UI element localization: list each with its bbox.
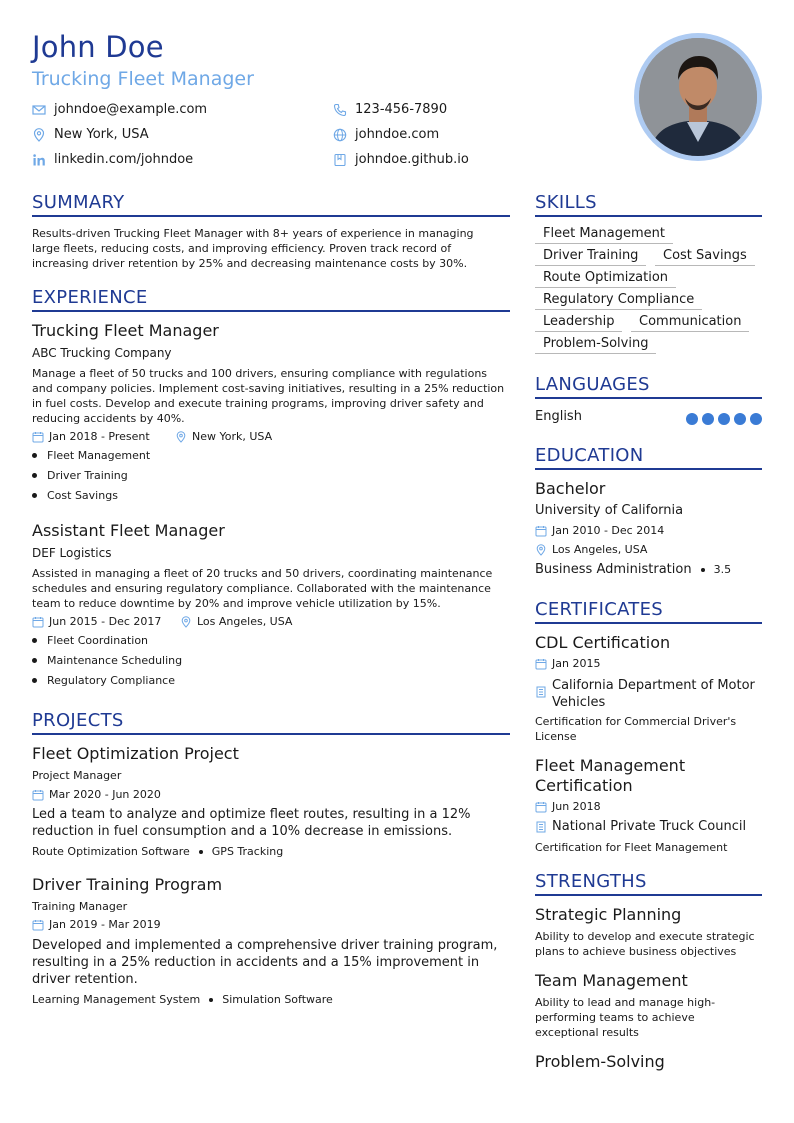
job-title: Trucking Fleet Manager	[32, 321, 219, 340]
certificates-heading: CERTIFICATES	[535, 599, 663, 620]
location-pin-icon	[535, 544, 547, 556]
list-item: Cost Savings	[32, 489, 118, 502]
linkedin-text: linkedin.com/johndoe	[54, 152, 194, 167]
job-description: Manage a fleet of 50 trucks and 100 drivers, ensuring compliance with regulations and company policies. Implement cost-saving initiatives, resulting in a 25% reduction in fuel costs. Develop and execute training programs, improving driver safety and reducing accidents by 40%.	[32, 367, 505, 425]
project-title: Fleet Optimization Project	[32, 744, 239, 763]
project-dates: Jan 2019 - Mar 2019	[32, 918, 161, 931]
strength-description: Ability to lead and manage high- performing teams to achieve exceptional results	[535, 996, 716, 1039]
job-title: Assistant Fleet Manager	[32, 521, 225, 540]
strength-title: Team Management	[535, 971, 688, 990]
calendar-icon	[535, 658, 547, 670]
strengths-heading: STRENGTHS	[535, 871, 647, 892]
certificate-title: CDL Certification	[535, 633, 671, 652]
website-text: johndoe.com	[355, 127, 440, 142]
education-dates: Jan 2010 - Dec 2014	[535, 524, 664, 537]
bookmark-icon	[333, 153, 347, 167]
list-item: Fleet Coordination	[32, 634, 148, 647]
list-item: Fleet Management	[32, 449, 150, 462]
strength-description: Ability to develop and execute strategic plans to achieve business objectives	[535, 930, 755, 958]
strength-title: Problem-Solving	[535, 1052, 665, 1071]
project-role: Training Manager	[32, 900, 128, 913]
contact-website[interactable]	[333, 127, 439, 142]
phone-icon	[333, 103, 347, 117]
linkedin-icon	[32, 153, 46, 167]
project-description: Led a team to analyze and optimize fleet routes, resulting in a 12% reduction in fuel consumption and a 10% decrease in emissions.	[32, 807, 471, 839]
company-name: ABC Trucking Company	[32, 346, 172, 360]
company-name: DEF Logistics	[32, 546, 112, 560]
location-pin-icon	[32, 128, 46, 142]
list-item: Driver Training	[32, 469, 128, 482]
skills-divider	[535, 215, 762, 217]
skill-tag: Communication	[631, 314, 749, 332]
phone-text: 123-456-7890	[355, 102, 448, 117]
email-text: johndoe@example.com	[54, 102, 208, 117]
building-icon	[535, 686, 547, 698]
contact-email[interactable]	[32, 102, 207, 117]
profile-photo-frame	[634, 33, 762, 161]
project-tools: Learning Management System Simulation Software	[32, 993, 333, 1006]
certificate-issuer: National Private Truck Council	[535, 819, 746, 834]
project-tools: Route Optimization Software GPS Tracking	[32, 845, 284, 858]
job-dates: Jun 2015 - Dec 2017	[32, 615, 161, 628]
certificate-date: Jun 2018	[535, 800, 601, 813]
contact-github[interactable]	[333, 152, 469, 167]
github-text: johndoe.github.io	[355, 152, 469, 167]
certificates-divider	[535, 622, 762, 624]
language-name: English	[535, 409, 582, 424]
skill-tag: Regulatory Compliance	[535, 292, 702, 310]
calendar-icon	[535, 525, 547, 537]
skill-tag: Leadership	[535, 314, 622, 332]
school-name: University of California	[535, 503, 684, 518]
languages-heading: LANGUAGES	[535, 374, 650, 395]
projects-divider	[32, 733, 510, 735]
education-field: Business Administration 3.5	[535, 562, 732, 577]
location-text: New York, USA	[54, 127, 149, 142]
summary-divider	[32, 215, 510, 217]
education-location: Los Angeles, USA	[535, 543, 647, 556]
language-level-dot	[702, 413, 714, 425]
language-level-dot	[734, 413, 746, 425]
strengths-divider	[535, 894, 762, 896]
candidate-title: Trucking Fleet Manager	[32, 68, 254, 90]
candidate-name: John Doe	[32, 30, 164, 64]
contact-linkedin[interactable]	[32, 152, 193, 167]
calendar-icon	[32, 431, 44, 443]
contact-phone[interactable]	[333, 102, 447, 117]
globe-icon	[333, 128, 347, 142]
projects-heading: PROJECTS	[32, 710, 124, 731]
skill-tag: Problem-Solving	[535, 336, 656, 354]
calendar-icon	[32, 616, 44, 628]
skill-tag: Fleet Management	[535, 226, 673, 244]
degree: Bachelor	[535, 479, 606, 498]
job-dates: Jan 2018 - Present	[32, 430, 150, 443]
calendar-icon	[32, 789, 44, 801]
location-pin-icon	[180, 616, 192, 628]
project-dates: Mar 2020 - Jun 2020	[32, 788, 161, 801]
profile-photo	[639, 38, 757, 156]
project-title: Driver Training Program	[32, 875, 223, 894]
certificate-date: Jan 2015	[535, 657, 600, 670]
skill-tag: Driver Training	[535, 248, 646, 266]
project-description: Developed and implemented a comprehensive driver training program, resulting in a 25% reduction in accidents and a 15% improvement in driver retention.	[32, 938, 498, 987]
skill-tag: Route Optimization	[535, 270, 676, 288]
building-icon	[535, 821, 547, 833]
experience-divider	[32, 310, 510, 312]
skill-tag: Cost Savings	[655, 248, 755, 266]
calendar-icon	[535, 801, 547, 813]
strength-title: Strategic Planning	[535, 905, 682, 924]
list-item: Maintenance Scheduling	[32, 654, 182, 667]
project-role: Project Manager	[32, 769, 122, 782]
gpa: 3.5	[713, 563, 732, 576]
languages-divider	[535, 397, 762, 399]
skills-heading: SKILLS	[535, 192, 597, 213]
certificate-description: Certification for Commercial Driver's License	[535, 715, 737, 743]
certificate-description: Certification for Fleet Management	[535, 841, 728, 854]
job-location: Los Angeles, USA	[180, 615, 292, 628]
language-level-dot	[686, 413, 698, 425]
calendar-icon	[32, 919, 44, 931]
contact-location	[32, 127, 149, 142]
job-location: New York, USA	[175, 430, 272, 443]
email-icon	[32, 103, 46, 117]
summary-text: Results-driven Trucking Fleet Manager with 8+ years of experience in managing large fleets, reducing costs, and improving efficiency. Proven track record of increasing driver retention by 25% and decreasing maintenance costs by 30%.	[32, 227, 474, 270]
list-item: Regulatory Compliance	[32, 674, 175, 687]
certificate-issuer: California Department of Motor Vehicles	[535, 677, 755, 711]
certificate-title: Fleet Management Certification	[535, 756, 686, 795]
education-divider	[535, 468, 762, 470]
summary-heading: SUMMARY	[32, 192, 125, 213]
job-description: Assisted in managing a fleet of 20 trucks and 50 drivers, coordinating maintenance schedules and ensuring regulatory compliance. Collaborated with the maintenance team to reduce downtime by 20% and improve vehicle utilization by 15%.	[32, 567, 493, 610]
language-level-dot	[718, 413, 730, 425]
language-level-dot	[750, 413, 762, 425]
experience-heading: EXPERIENCE	[32, 287, 148, 308]
location-pin-icon	[175, 431, 187, 443]
education-heading: EDUCATION	[535, 445, 644, 466]
